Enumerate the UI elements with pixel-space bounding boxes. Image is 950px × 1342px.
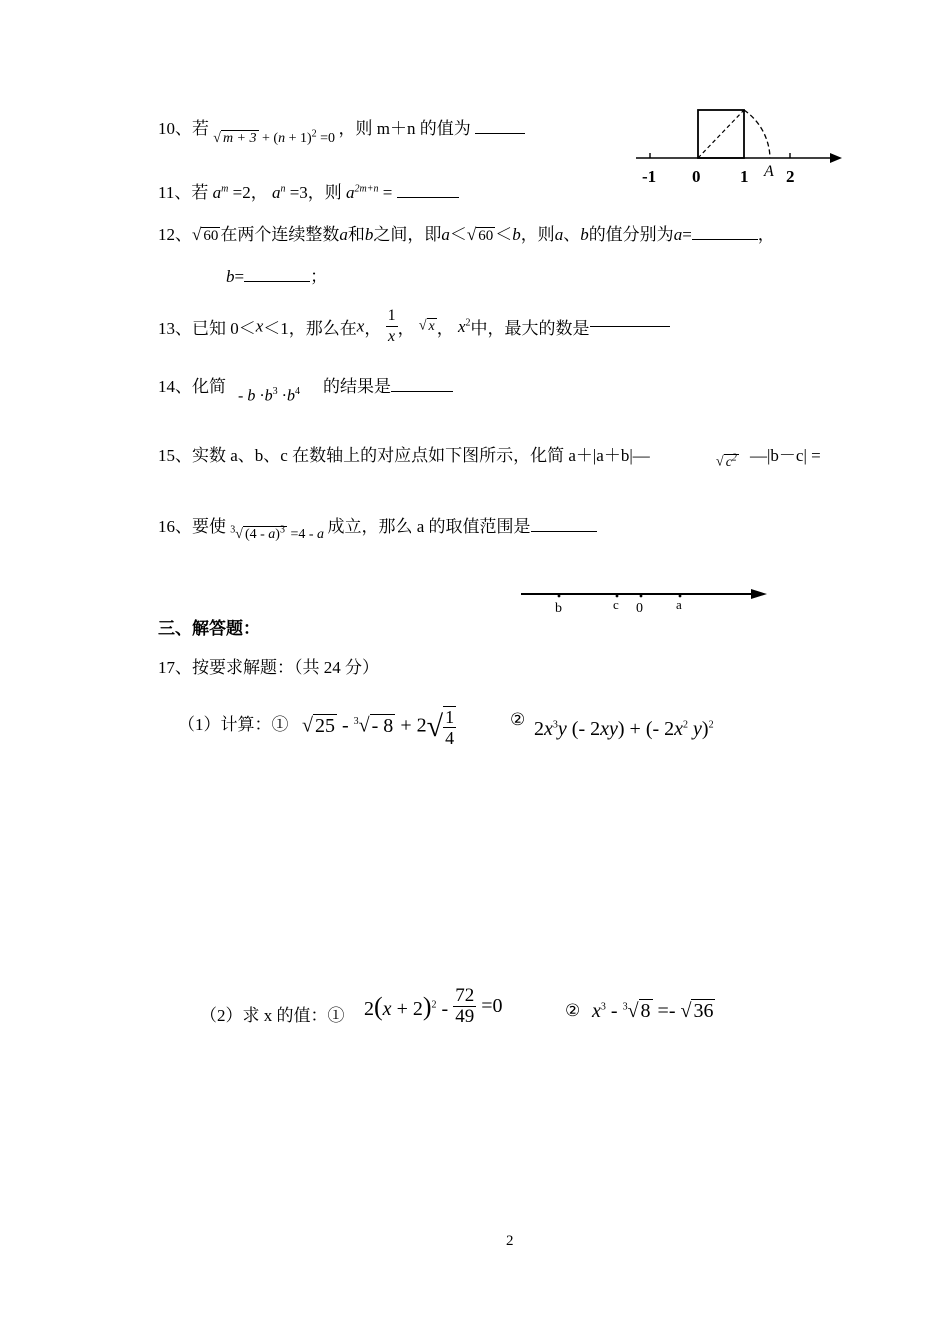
q11-a2: a xyxy=(271,183,281,202)
q11-a3-rhs: = xyxy=(378,183,393,202)
q13-tail: 中，最大的数是 xyxy=(470,319,590,338)
question-10 xyxy=(158,114,525,146)
fig1-label-A: A xyxy=(764,163,774,180)
q12-text4: 的值分别为 xyxy=(588,225,674,244)
q12-lt1: ＜ xyxy=(449,225,467,244)
fig1-label-2: 2 xyxy=(786,167,795,186)
q13-x2: x xyxy=(356,316,365,336)
q17-p1-label: （1）计算：① xyxy=(178,715,289,734)
q13-answer-blank xyxy=(590,326,670,327)
q10-answer-blank xyxy=(475,133,525,134)
q12-semi: ； xyxy=(310,267,328,286)
q11-a1-rhs: =2， xyxy=(228,183,268,202)
q12-a3: a xyxy=(554,225,564,244)
q13-number: 13、已知 0＜ xyxy=(158,319,256,338)
q16-answer-blank xyxy=(531,531,597,532)
q13-fraction xyxy=(386,306,398,347)
q13-c3: ， xyxy=(436,319,454,338)
q12-text3: ，则 xyxy=(520,225,555,244)
q12-sep: 、 xyxy=(563,225,581,244)
q15-tail-wrap xyxy=(750,441,821,466)
q17-p2-circ2 xyxy=(565,1001,580,1021)
page-number: 2 xyxy=(506,1233,514,1249)
q13-frac-num: 1 xyxy=(386,306,398,327)
q12-a2: a xyxy=(441,225,450,244)
q17-p1-circ2 xyxy=(510,710,525,730)
q10-expression: √ m + 3 + (n + 1)2 =0 xyxy=(213,128,339,146)
q12-a4: a xyxy=(673,225,683,244)
q17-p1-circ2-text: ② xyxy=(510,710,526,729)
q17-p2-expression2: $x^3 - ^3√$ 8 =- √ 36 xyxy=(592,1000,714,1022)
question-17-title: 17、按要求解题：（共 24 分） xyxy=(158,658,379,677)
q11-a2-rhs: =3 xyxy=(285,183,308,202)
q13-x1: x xyxy=(255,316,264,336)
q10-number: 10、若 xyxy=(158,119,209,138)
q12-comma: ， xyxy=(757,225,775,244)
fig2-label-c: c xyxy=(613,597,619,612)
q13-sqrt-x: √ x xyxy=(418,318,435,334)
fig1-label-0: 0 xyxy=(692,167,701,186)
q15-tail: —|b－c| = xyxy=(750,446,821,465)
q16-expression: 3√ (4 - a)3 =4 - a xyxy=(230,524,324,542)
q17-p2-circ2-text: ② xyxy=(565,1001,581,1020)
q12-number: 12、 xyxy=(158,225,192,244)
q12-eq: = xyxy=(682,225,692,244)
q11-a1-sup: m xyxy=(221,183,229,195)
q13-text: ＜1，那么在 xyxy=(263,319,357,338)
q15-sqrt-c2: √ $c^2$ xyxy=(716,452,737,470)
q14-tail-wrap xyxy=(323,372,453,397)
section-3-title: 三、解答题： xyxy=(158,619,260,638)
q11-answer-blank xyxy=(397,197,459,198)
q12-answer-blank-a xyxy=(692,239,758,240)
question-13 xyxy=(158,306,670,347)
fig2-label-0: 0 xyxy=(636,601,643,616)
fig2-label-a: a xyxy=(676,597,682,612)
q11-a3-sup: 2m+n xyxy=(354,183,379,195)
q17-part2 xyxy=(200,1001,345,1026)
question-12: 12、√ 60 在两个连续整数a和b之间，即a＜√ 60 ＜b，则a、b的值分别为a= ， xyxy=(158,225,775,244)
question-15 xyxy=(158,441,650,466)
fig2-label-b: b xyxy=(555,601,562,616)
q12-b3: b xyxy=(580,225,589,244)
q11-number: 11、若 xyxy=(158,183,209,202)
q17-p1-expression1: √ 25 - $^3$√ - 8 + 2√ $\frac{1}{4}$ xyxy=(302,707,455,748)
q12-sqrt60: 60 xyxy=(203,228,219,244)
q11-mid: ，则 xyxy=(307,183,342,202)
q13-sqrt-x-arg: x xyxy=(428,318,435,334)
q12-b: b xyxy=(364,225,374,244)
question-16 xyxy=(158,512,597,542)
q11-a3: a xyxy=(346,183,355,202)
q11-a1: a xyxy=(212,183,222,202)
q12-text1: 在两个连续整数 xyxy=(220,225,340,244)
q13-frac-den: x xyxy=(388,328,396,345)
q16-number: 16、要使 xyxy=(158,517,226,536)
q12-b-label: b xyxy=(226,267,235,286)
q17-p1-expression2: $2x^3y$ (- 2xy) + (- $2x^2$ y)$^2$ xyxy=(534,718,714,740)
q12-he: 和 xyxy=(347,225,365,244)
q17-p2-label: （2）求 x 的值：① xyxy=(200,1006,345,1025)
q13-x-squared xyxy=(458,317,471,336)
question-12-line2 xyxy=(226,262,327,287)
fig1-label-1: 1 xyxy=(740,167,749,186)
q14-number: 14、化简 xyxy=(158,377,226,396)
fig1-label-neg1: -1 xyxy=(642,167,657,186)
q12-answer-blank-b xyxy=(244,281,310,282)
q13-c1: ， xyxy=(364,319,382,338)
q12-sqrt60-2: 60 xyxy=(478,228,494,244)
q16-tail: 成立，那么 a 的取值范围是 xyxy=(327,517,531,536)
q13-x3: x xyxy=(458,316,466,336)
q12-text2: 之间，即 xyxy=(373,225,442,244)
q17-part1 xyxy=(178,710,289,735)
q12-lt2: ＜ xyxy=(495,225,513,244)
q13-sq: 2 xyxy=(465,316,471,328)
q12-sqrt-sign: √ xyxy=(192,225,202,244)
q13-c2: ， xyxy=(397,319,415,338)
q17-p2-expression1: $2(x + 2)^2$ - $\frac{72}{49}$ =0 xyxy=(364,985,503,1027)
q14-tail: 的结果是 xyxy=(323,377,391,396)
figure-number-line-square xyxy=(630,100,845,190)
q12-b2: b xyxy=(512,225,521,244)
question-14 xyxy=(158,372,226,397)
q12-b-eq: = xyxy=(234,267,245,286)
q10-tail: ，则 m＋n 的值为 xyxy=(338,119,471,138)
q11-a2-sup: n xyxy=(280,183,286,195)
q12-a: a xyxy=(339,225,348,244)
question-11 xyxy=(158,178,459,203)
q14-expression: - $b \cdot b^3 \cdot b^4$ xyxy=(238,386,300,405)
q14-answer-blank xyxy=(391,391,453,392)
q15-text: 15、实数 a、b、c 在数轴上的对应点如下图所示，化简 a＋|a＋b|— xyxy=(158,446,650,465)
figure-number-line-bc0a xyxy=(515,584,775,624)
